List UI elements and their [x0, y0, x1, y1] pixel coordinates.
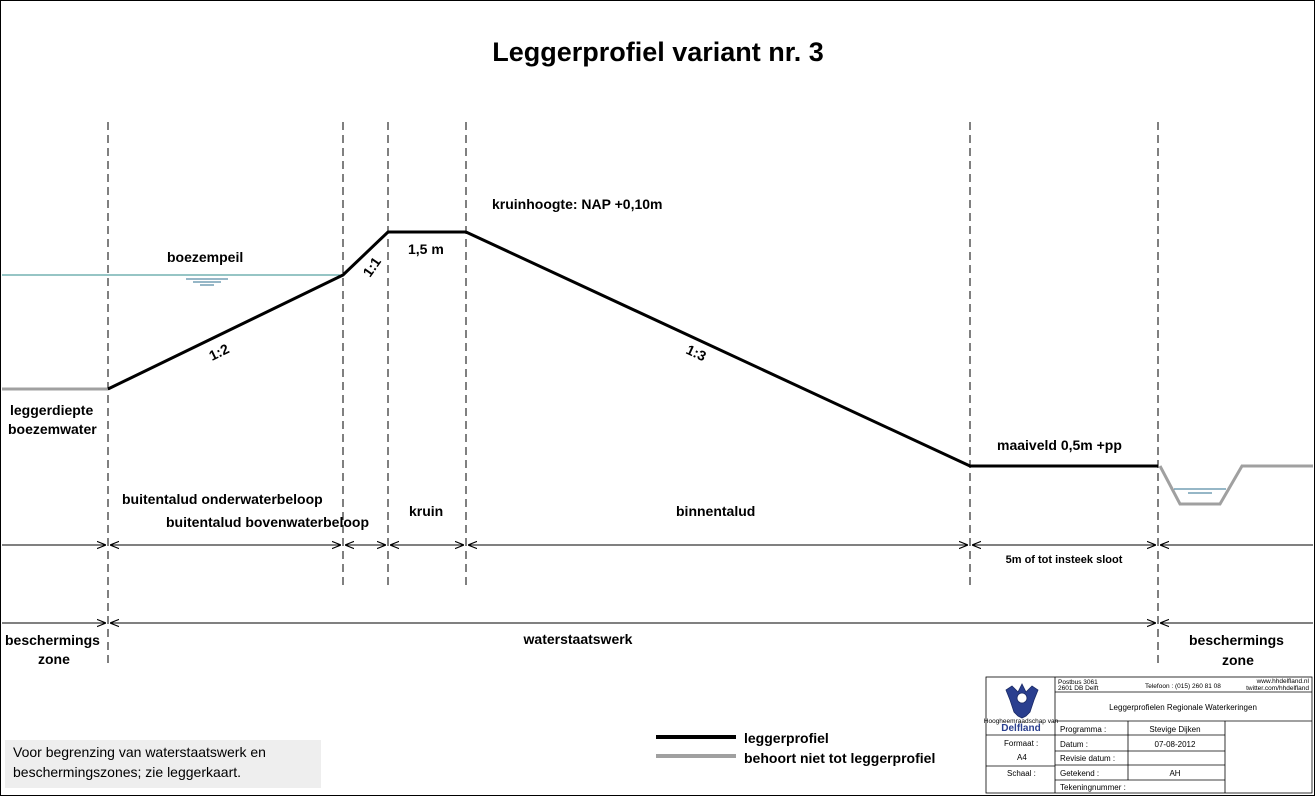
buitentalud-onder-label: buitentalud onderwaterbeloop [122, 491, 323, 507]
crest-width-label: 1,5 m [408, 241, 444, 257]
slope-1-1-label: 1:1 [359, 253, 385, 280]
schaal-label: Schaal : [1007, 769, 1036, 778]
delfland-logo [984, 684, 1059, 734]
bescherming-left-label-1: beschermings [5, 632, 100, 648]
boezempeil-label: boezempeil [167, 249, 244, 265]
formaat-label: Formaat : [1004, 739, 1039, 748]
web-line-2: twitter.com/hhdelfland [1246, 685, 1309, 692]
waterstaatswerk-label: waterstaatswerk [523, 631, 633, 647]
slope-1-2-label: 1:2 [206, 340, 232, 364]
logo-subtitle: Hoogheemraadschap van [983, 718, 1059, 725]
ditch-water-icon [1174, 489, 1226, 493]
getekend-value: AH [1169, 769, 1181, 778]
bescherming-right-label-1: beschermings [1189, 632, 1284, 648]
logo-name: Delfland [1001, 723, 1041, 734]
insteek-label: 5m of tot insteek sloot [1005, 554, 1123, 566]
project-name: Leggerprofielen Regionale Waterkeringen [1109, 703, 1257, 712]
datum-value: 07-08-2012 [1154, 740, 1196, 749]
note-line-2: beschermingszones; zie leggerkaart. [13, 764, 242, 780]
revisie-label: Revisie datum : [1060, 754, 1116, 763]
getekend-label: Getekend : [1060, 769, 1100, 778]
programma-label: Programma : [1060, 725, 1107, 734]
kruinhoogte-label: kruinhoogte: NAP +0,10m [492, 196, 663, 212]
legend-niet-legger-label: behoort niet tot leggerprofiel [744, 750, 936, 766]
legend [656, 730, 935, 766]
ditch-profile [1160, 466, 1313, 504]
tekeningnummer-label: Tekeningnummer : [1060, 783, 1126, 792]
buitentalud-boven-label: buitentalud bovenwaterbeloop [166, 514, 370, 530]
leggerdiepte-label-2: boezemwater [8, 421, 97, 437]
formaat-value: A4 [1017, 753, 1027, 762]
bescherming-right-label-2: zone [1222, 652, 1254, 668]
binnentalud-label: binnentalud [676, 503, 756, 519]
address-line-1: Postbus 3061 [1058, 679, 1098, 686]
legend-legger-label: leggerprofiel [744, 730, 829, 746]
slope-1-3-label: 1:3 [683, 341, 709, 365]
diagram-title: Leggerprofiel variant nr. 3 [492, 37, 824, 67]
note-line-1: Voor begrenzing van waterstaatswerk en [13, 744, 266, 760]
note-box [5, 740, 321, 788]
leggerdiepte-label-1: leggerdiepte [10, 402, 94, 418]
bescherming-left-label-2: zone [38, 651, 70, 667]
legger-profile-line [108, 232, 1158, 466]
water-level-icon [186, 279, 228, 285]
address-line-2: 2601 DB Delft [1058, 685, 1099, 692]
maaiveld-label: maaiveld 0,5m +pp [997, 437, 1122, 453]
kruin-label: kruin [409, 503, 444, 519]
programma-value: Stevige Dijken [1149, 725, 1201, 734]
datum-label: Datum : [1060, 740, 1089, 749]
web-line-1: www.hhdelfland.nl [1256, 678, 1309, 685]
telefoon-text: Telefoon : (015) 260 81 08 [1145, 683, 1221, 690]
